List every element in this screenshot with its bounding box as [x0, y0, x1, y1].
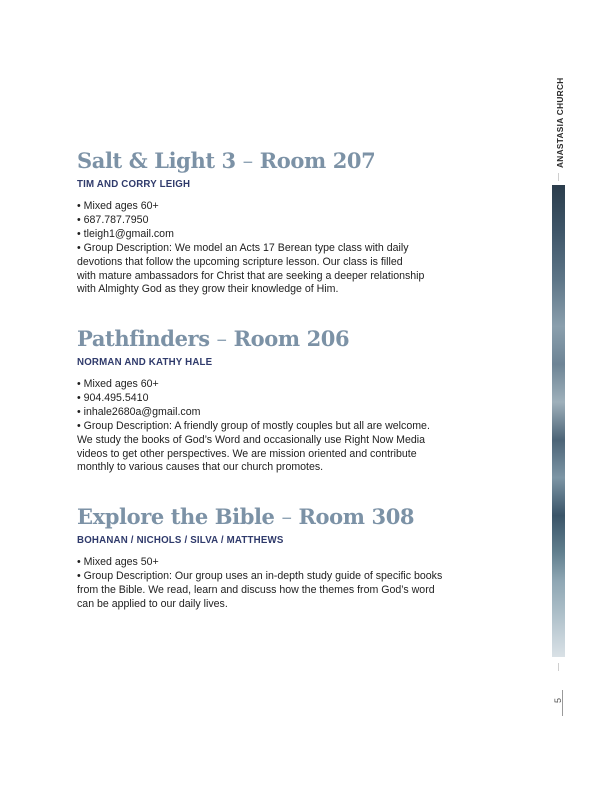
sidebar-divider	[558, 173, 559, 181]
section-heading	[77, 325, 497, 353]
church-name-text: ANASTASIA CHURCH	[555, 77, 565, 168]
church-name-label	[555, 78, 565, 168]
sidebar-divider	[558, 663, 559, 671]
detail-line: from the Bible. We read, learn and discuss how the themes from God’s word	[77, 583, 435, 596]
detail-line: • Mixed ages 60+	[77, 378, 159, 390]
class-details	[77, 200, 497, 297]
class-details	[77, 378, 497, 475]
class-leaders: TIM AND CORRY LEIGH	[77, 179, 191, 190]
page-number-rule	[562, 690, 563, 716]
room-label: Room 207	[259, 148, 376, 173]
detail-line: • Mixed ages 50+	[77, 556, 159, 568]
class-title: Pathfinders	[77, 326, 210, 351]
detail-line: monthly to various causes that our church promotes.	[77, 461, 324, 474]
detail-line: • inhale2680a@gmail.com	[77, 405, 201, 418]
heading-separator: –	[281, 505, 292, 529]
heading-separator: –	[242, 149, 253, 173]
detail-line: We study the books of God’s Word and occasionally use Right Now Media	[77, 433, 426, 446]
detail-line: • Group Description: Our group uses an in-depth study guide of specific books	[77, 569, 443, 582]
detail-line: • tleigh1@gmail.com	[77, 227, 174, 240]
class-section-pathfinders	[77, 325, 497, 475]
detail-line: • 687.787.7950	[77, 213, 149, 226]
section-heading	[77, 147, 497, 175]
room-label: Room 206	[233, 326, 350, 351]
detail-line: • Group Description: We model an Acts 17 Berean type class with daily	[77, 241, 409, 254]
sidebar-ocean-image	[552, 185, 565, 657]
detail-line: videos to get other perspectives. We are mission oriented and contribute	[77, 447, 417, 460]
class-section-salt-and-light	[77, 147, 497, 297]
detail-line: • Group Description: A friendly group of mostly couples but all are welcome.	[77, 419, 430, 432]
detail-line: • Mixed ages 60+	[77, 200, 159, 212]
page-number	[551, 690, 565, 716]
class-title: Explore the Bible	[77, 504, 275, 529]
detail-line: with Almighty God as they grow their knowledge of Him.	[77, 283, 339, 296]
class-leaders: NORMAN AND KATHY HALE	[77, 357, 213, 368]
class-section-explore-the-bible	[77, 503, 497, 612]
detail-line: • 904.495.5410	[77, 391, 149, 404]
section-heading	[77, 503, 497, 531]
class-details	[77, 556, 497, 612]
heading-separator: –	[216, 327, 227, 351]
detail-line: devotions that follow the upcoming scripture lesson. Our class is filled	[77, 255, 403, 268]
detail-line: can be applied to our daily lives.	[77, 597, 228, 610]
room-label: Room 308	[298, 504, 415, 529]
detail-line: with mature ambassadors for Christ that are seeking a deeper relationship	[77, 269, 425, 282]
class-leaders: BOHANAN / NICHOLS / SILVA / MATTHEWS	[77, 535, 284, 546]
page-number-text: 5	[553, 697, 563, 703]
class-title: Salt & Light 3	[77, 148, 236, 173]
